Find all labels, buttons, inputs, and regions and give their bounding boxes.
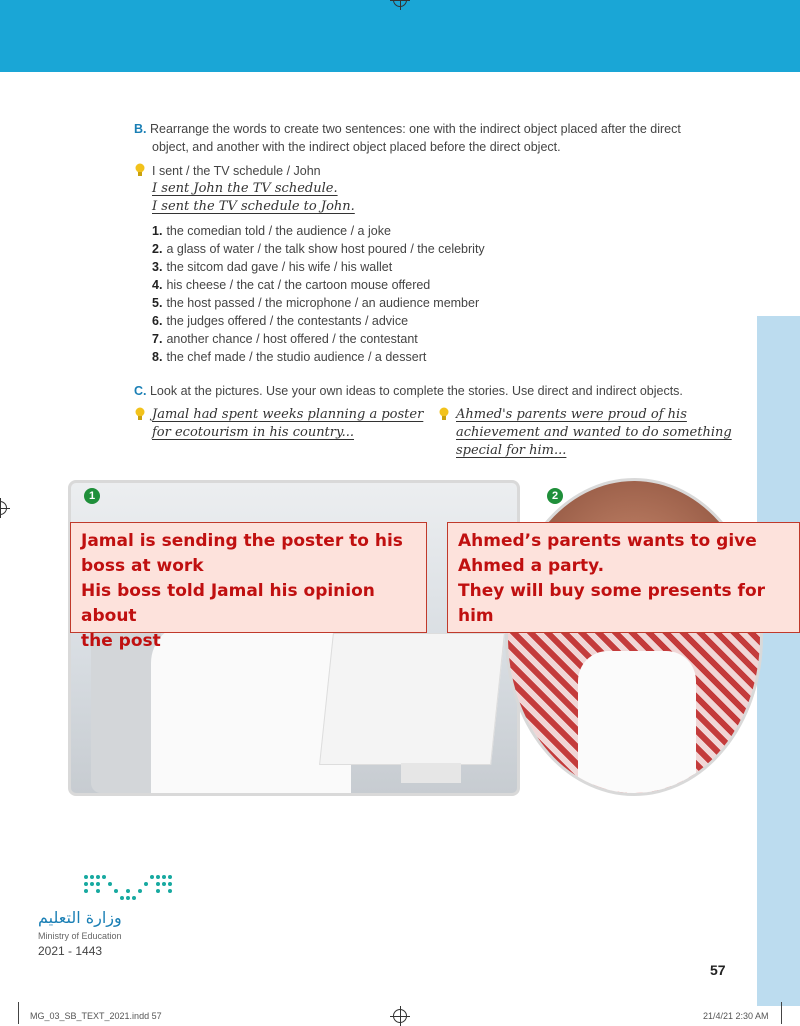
picture-number-1: 1 — [84, 488, 100, 504]
answer-box-1: Jamal is sending the poster to his boss at work His boss told Jamal his opinion about the post — [70, 522, 427, 633]
section-b-letter: B. — [134, 122, 147, 136]
registration-mark-left — [0, 501, 7, 515]
story1-line1: Jamal had spent weeks planning a poster — [152, 407, 424, 422]
lightbulb-icon — [439, 407, 449, 421]
list-item: 7. another chance / host offered / the contestant — [152, 332, 418, 346]
logo-english-text: Ministry of Education — [38, 931, 122, 941]
example-answer-2: I sent the TV schedule to John. — [152, 199, 355, 214]
story2-line3: special for him... — [456, 443, 567, 458]
lightbulb-icon — [135, 163, 145, 177]
lightbulb-icon — [135, 407, 145, 421]
answer-box-2: Ahmed’s parents wants to give Ahmed a party. They will buy some presents for him — [447, 522, 800, 633]
section-b-instruction-line2: object, and another with the indirect object placed before the direct object. — [152, 140, 561, 154]
section-c-letter: C. — [134, 384, 147, 398]
example-prompt: I sent / the TV schedule / John — [152, 164, 321, 178]
monitor-stand — [401, 763, 461, 783]
section-c-instruction: C. Look at the pictures. Use your own ideas to complete the stories. Use direct and indirect objects. — [134, 384, 683, 398]
white-thobe — [578, 651, 696, 796]
footer-datetime: 21/4/21 2:30 AM — [703, 1011, 769, 1021]
section-b-instruction-line1: B. Rearrange the words to create two sentences: one with the indirect object placed after the direct — [134, 122, 681, 136]
side-color-strip — [757, 316, 800, 1006]
list-item: 8. the chef made / the studio audience / a dessert — [152, 350, 427, 364]
list-item: 1. the comedian told / the audience / a joke — [152, 224, 391, 238]
story2-line1: Ahmed's parents were proud of his — [456, 407, 687, 422]
logo-years: 2021 - 1443 — [38, 944, 103, 958]
logo-arabic-text: وزارة التعليم — [38, 908, 122, 927]
picture-number-2: 2 — [547, 488, 563, 504]
story1-line2: for ecotourism in his country... — [152, 425, 355, 440]
top-color-bar — [0, 0, 800, 72]
example-answer-1: I sent John the TV schedule. — [152, 181, 338, 196]
list-item: 2. a glass of water / the talk show host poured / the celebrity — [152, 242, 485, 256]
story2-line2: achievement and wanted to do something — [456, 425, 732, 440]
page-number: 57 — [710, 962, 726, 978]
crop-mark-left — [18, 1002, 19, 1024]
registration-mark-bottom — [393, 1009, 407, 1023]
crop-mark-right — [781, 1002, 782, 1024]
ministry-logo-icon — [82, 873, 174, 901]
list-item: 5. the host passed / the microphone / an audience member — [152, 296, 480, 310]
list-item: 4. his cheese / the cat / the cartoon mouse offered — [152, 278, 431, 292]
footer-filename: MG_03_SB_TEXT_2021.indd 57 — [30, 1011, 162, 1021]
list-item: 3. the sitcom dad gave / his wife / his wallet — [152, 260, 393, 274]
list-item: 6. the judges offered / the contestants / advice — [152, 314, 409, 328]
